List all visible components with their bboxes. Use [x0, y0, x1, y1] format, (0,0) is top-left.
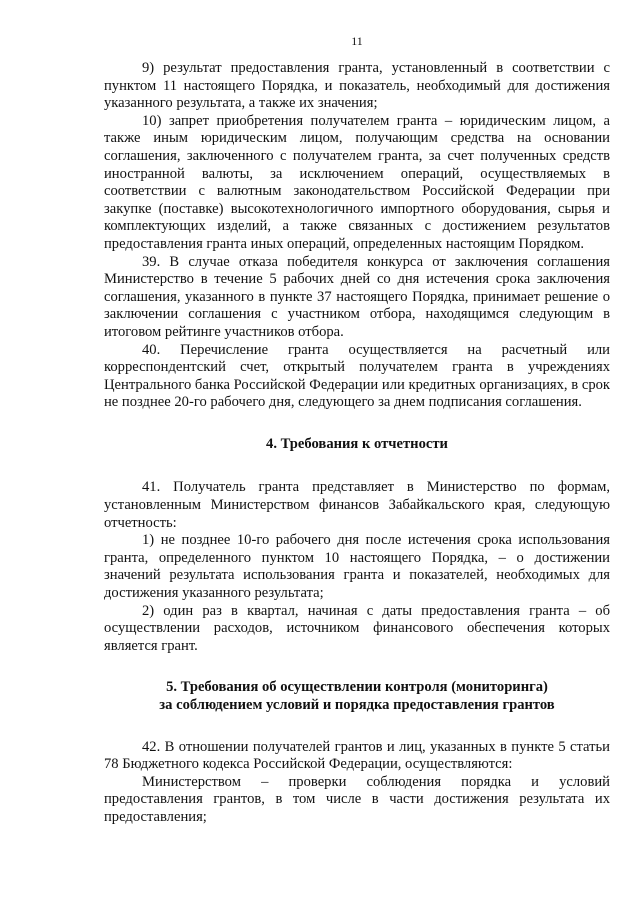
paragraph-41-item-1: 1) не позднее 10-го рабочего дня после истечения срока использования гранта, определенного пунктом 10 настоящего Порядка, – о достижении значений результата использования гранта и показателей, необходимых для достижения указанного результата; [104, 532, 610, 602]
section-5-heading-line-1: 5. Требования об осуществлении контроля (мониторинга) [166, 679, 548, 696]
section-spacer [104, 715, 610, 739]
paragraph-41: 41. Получатель гранта представляет в Министерство по формам, установленным Министерством финансов Забайкальского края, следующую отчетность: [104, 479, 610, 531]
section-5-heading-line-2: за соблюдением условий и порядка предоставления грантов [159, 697, 555, 713]
paragraph-41-item-2: 2) один раз в квартал, начиная с даты предоставления гранта – об осуществлении расходов, источником финансового обеспечения которых является грант. [104, 602, 610, 654]
document-page [104, 34, 610, 827]
paragraph-39: 39. В случае отказа победителя конкурса от заключения соглашения Министерство в течение 5 рабочих дней со дня истечения срока заключения соглашения, указанного в пункте 37 настоящего Порядка, принимает решение о заключении соглашения с участником отбора, находящимся следующим в итоговом рейтинге участников отбора. [104, 253, 610, 340]
paragraph-42-ministry: Министерством – проверки соблюдения порядка и условий предоставления грантов, в том числе в части достижения результата их предоставления; [104, 773, 610, 825]
page-number: 11 [351, 34, 363, 48]
paragraph-item-10: 10) запрет приобретения получателем гранта – юридическим лицом, а также иным юридическим лицом, получающим средства на основании соглашения, заключенного с получателем гранта, за счет полученных средств иностранной валюты, за исключением операций, осуществляемых в соответствии с валютным законодательством Российской Федерации при закупке (поставке) высокотехнологичного импортного оборудования, сырья и комплектующих изделий, а также связанных с достижением результатов предоставления гранта иных операций, определенных настоящим Порядком. [104, 112, 610, 252]
paragraph-42: 42. В отношении получателей грантов и лиц, указанных в пункте 5 статьи 78 Бюджетного кодекса Российской Федерации, осуществляются: [104, 738, 610, 773]
paragraph-40: 40. Перечисление гранта осуществляется на расчетный или корреспондентский счет, открытый получателем гранта в учреждениях Центрального банка Российской Федерации или кредитных организациях, в срок не позднее 20-го рабочего дня, следующего за днем подписания соглашения. [104, 341, 610, 411]
paragraph-item-9: 9) результат предоставления гранта, установленный в соответствии с пунктом 11 настоящего Порядка, и показатель, необходимый для достижения указанного результата, а также их значения; [104, 60, 610, 112]
section-5-heading [104, 679, 610, 714]
section-4-heading: 4. Требования к отчетности [266, 435, 448, 452]
